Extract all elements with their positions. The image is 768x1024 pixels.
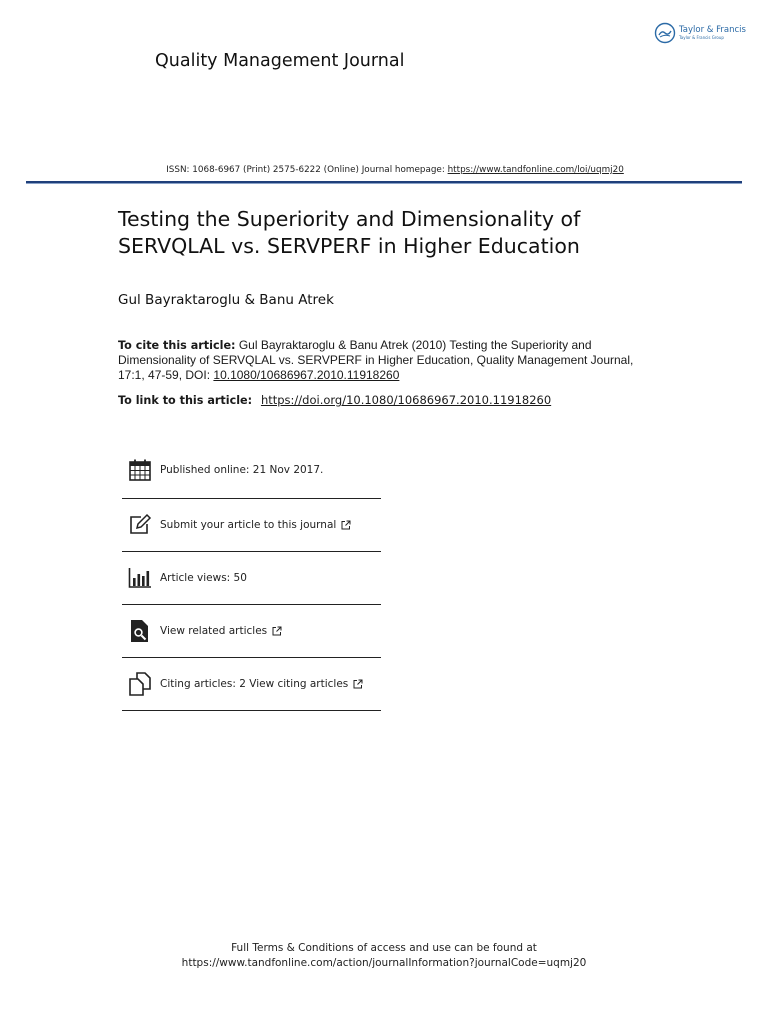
- publisher-name: Taylor & Francis: [679, 25, 746, 36]
- publisher-logo[interactable]: [654, 22, 746, 44]
- calendar-icon: [128, 458, 152, 482]
- related-articles-row[interactable]: [122, 605, 381, 658]
- submit-article-row[interactable]: [122, 499, 381, 552]
- publisher-group: Taylor & Francis Group: [679, 34, 724, 40]
- submit-article-text: Submit your article to this journal: [160, 519, 337, 531]
- copy-documents-icon: [128, 672, 152, 696]
- article-title: Testing the Superiority and Dimensionality of SERVQLAL vs. SERVPERF in Higher Education: [118, 207, 581, 258]
- footer-terms-url[interactable]: https://www.tandfonline.com/action/journalInformation?journalCode=uqmj20: [181, 957, 587, 969]
- citing-articles-text: Citing articles: 2 View citing articles: [160, 678, 349, 690]
- footer: [0, 941, 768, 971]
- article-meta-list: [122, 442, 381, 711]
- related-articles-text: View related articles: [160, 625, 268, 637]
- bar-chart-icon: [128, 566, 152, 590]
- issn-text: ISSN: 1068-6967 (Print) 2575-6222 (Online) Journal homepage:: [166, 165, 445, 175]
- search-document-icon: [128, 619, 152, 643]
- issn-line: [0, 165, 768, 175]
- header-divider-shadow: [26, 183, 742, 184]
- citation-text: Gul Bayraktaroglu & Banu Atrek (2010) Testing the Superiority and Dimensionality of SERVQLAL vs. SERVPERF in Higher Education, Quality Management Journal, 17:1, 47-59, DOI:: [118, 338, 634, 382]
- citation-label: To cite this article:: [118, 339, 236, 352]
- published-online-text: Published online: 21 Nov 2017.: [160, 464, 324, 476]
- published-online-row: [122, 442, 381, 499]
- citing-articles-row[interactable]: [122, 658, 381, 711]
- edit-icon: [128, 513, 152, 537]
- citation-doi-link[interactable]: 10.1080/10686967.2010.11918260: [213, 368, 400, 382]
- article-link-label: To link to this article:: [118, 394, 253, 407]
- journal-title: Quality Management Journal: [155, 51, 405, 71]
- article-views-row: [122, 552, 381, 605]
- article-link-line: [118, 393, 551, 407]
- article-views-text: Article views: 50: [160, 572, 247, 584]
- publisher-logo-icon: [654, 22, 676, 44]
- external-link-icon: [341, 520, 351, 530]
- journal-homepage-link[interactable]: https://www.tandfonline.com/loi/uqmj20: [447, 165, 624, 175]
- article-authors: Gul Bayraktaroglu & Banu Atrek: [118, 292, 334, 308]
- external-link-icon: [272, 626, 282, 636]
- footer-terms-text: Full Terms & Conditions of access and use can be found at: [231, 942, 537, 954]
- article-doi-url[interactable]: https://doi.org/10.1080/10686967.2010.11918260: [260, 393, 552, 407]
- external-link-icon: [353, 679, 363, 689]
- citation-block: [118, 338, 648, 383]
